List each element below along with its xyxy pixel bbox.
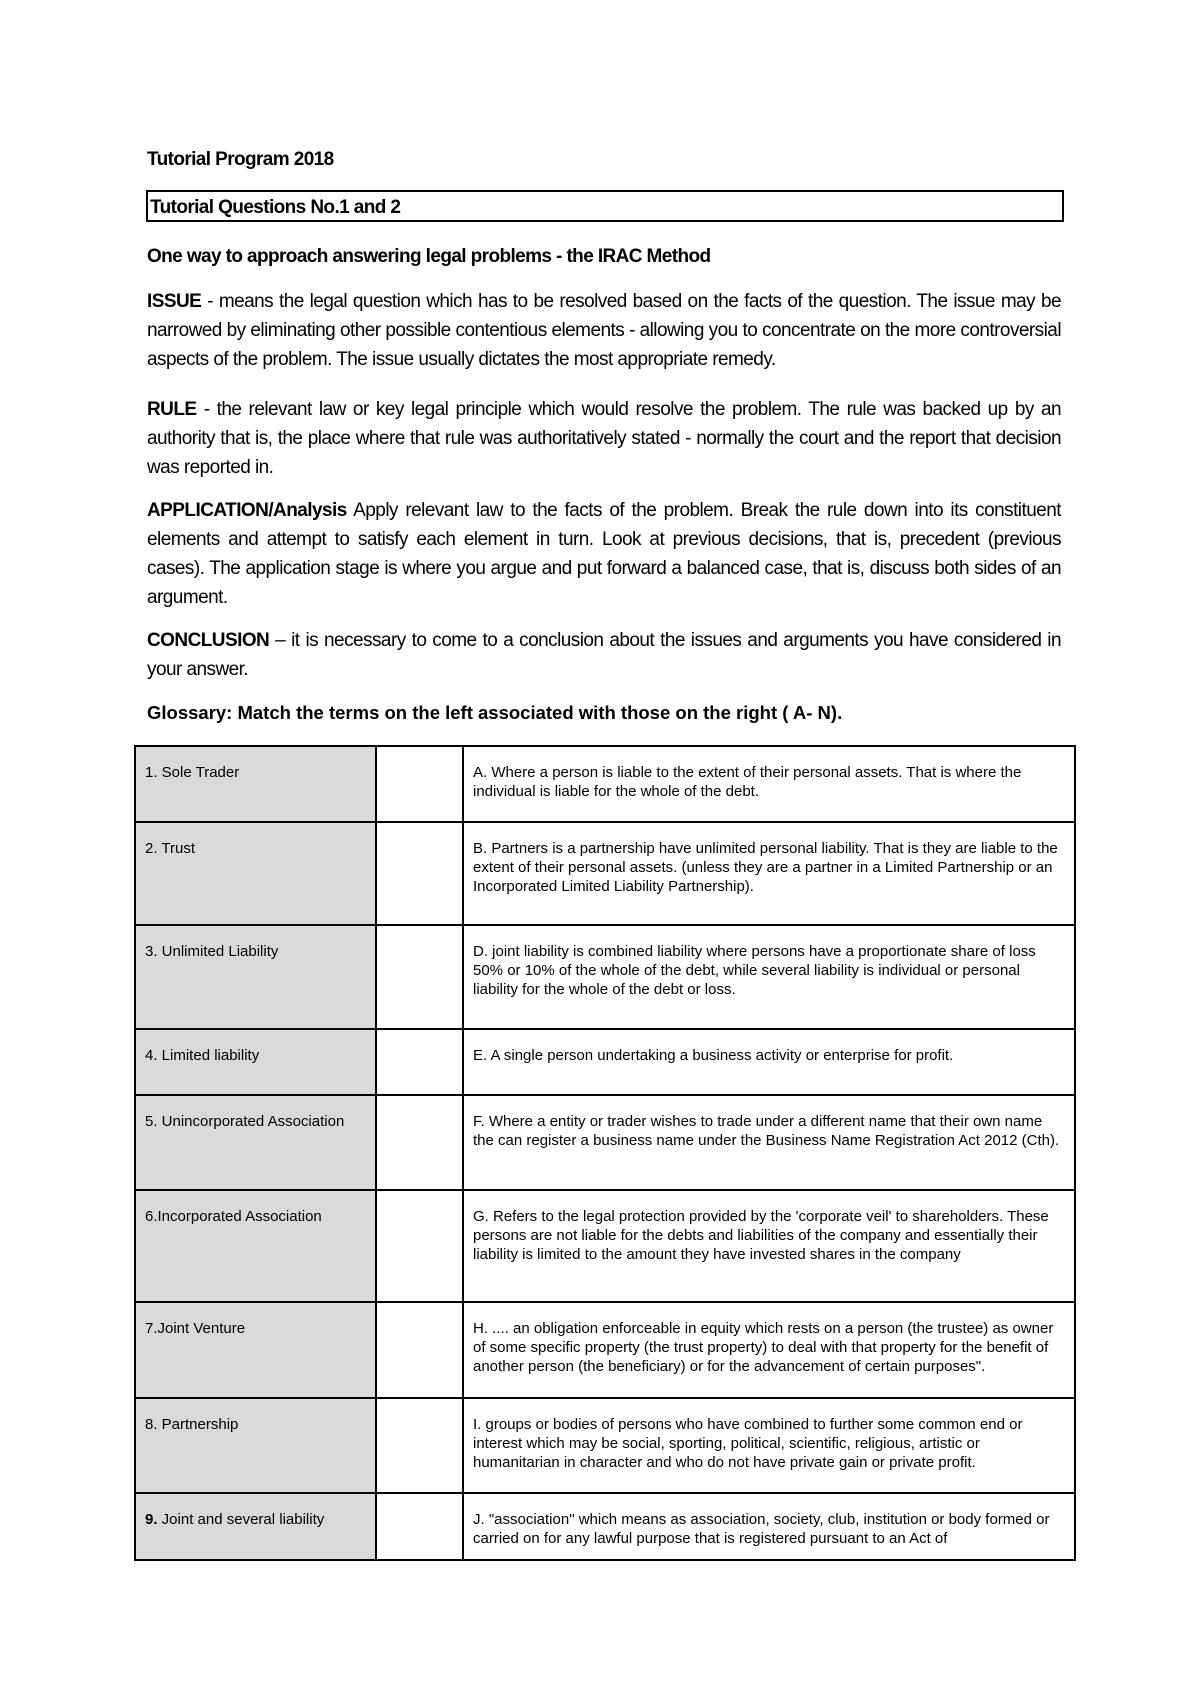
definition-cell: A. Where a person is liable to the extent of their personal assets. That is where the individual is liable for the whole of the debt. xyxy=(463,746,1075,822)
table-row xyxy=(135,1095,1075,1190)
application-label: APPLICATION/Analysis xyxy=(147,500,347,521)
table-row xyxy=(135,1302,1075,1398)
rule-text: - the relevant law or key legal principle which would resolve the problem. The rule was backed up by an authority that is, the place where that rule was authoritatively stated - normally the court and the report that decision was reported in. xyxy=(147,399,1061,478)
document-title: Tutorial Program 2018 xyxy=(147,149,334,170)
tutorial-heading: Tutorial Questions No.1 and 2 xyxy=(150,197,401,218)
term-cell: 4. Limited liability xyxy=(135,1029,376,1095)
answer-cell[interactable] xyxy=(376,1095,463,1190)
term-cell: 7.Joint Venture xyxy=(135,1302,376,1398)
application-text: Apply relevant law to the facts of the problem. Break the rule down into its constituent elements and attempt to satisfy each element in turn. Look at previous decisions, that is, precedent (previous cases). The application stage is where you argue and put forward a balanced case, that is, discuss both sides of an argument. xyxy=(147,500,1061,608)
answer-cell[interactable] xyxy=(376,822,463,925)
answer-cell[interactable] xyxy=(376,746,463,822)
rule-label: RULE xyxy=(147,399,197,420)
irac-subheading: One way to approach answering legal problems - the IRAC Method xyxy=(147,246,711,267)
table-row xyxy=(135,1398,1075,1493)
definition-cell: F. Where a entity or trader wishes to trade under a different name that their own name the can register a business name under the Business Name Registration Act 2012 (Cth). xyxy=(463,1095,1075,1190)
definition-cell: E. A single person undertaking a business activity or enterprise for profit. xyxy=(463,1029,1075,1095)
conclusion-text: – it is necessary to come to a conclusion about the issues and arguments you have considered in your answer. xyxy=(147,630,1061,680)
rule-paragraph xyxy=(147,395,1061,482)
definition-cell: I. groups or bodies of persons who have combined to further some common end or interest which may be social, sporting, political, scientific, religious, artistic or humanitarian in character and who do not have private gain or private profit. xyxy=(463,1398,1075,1493)
table-row xyxy=(135,1029,1075,1095)
table-row xyxy=(135,822,1075,925)
definition-cell: H. .... an obligation enforceable in equity which rests on a person (the trustee) as owner of some specific property (the trust property) to deal with that property for the benefit of another person (the beneficiary) or for the advancement of certain purposes". xyxy=(463,1302,1075,1398)
glossary-prompt: Glossary: Match the terms on the left associated with those on the right ( A- N). xyxy=(147,702,843,723)
answer-cell[interactable] xyxy=(376,1302,463,1398)
term-cell: 8. Partnership xyxy=(135,1398,376,1493)
definition-cell: B. Partners is a partnership have unlimited personal liability. That is they are liable to the extent of their personal assets. (unless they are a partner in a Limited Partnership or an Incorporated Limited Liability Partnership). xyxy=(463,822,1075,925)
term-cell: 3. Unlimited Liability xyxy=(135,925,376,1029)
conclusion-label: CONCLUSION xyxy=(147,630,270,651)
issue-label: ISSUE xyxy=(147,291,202,312)
answer-cell[interactable] xyxy=(376,1029,463,1095)
answer-cell[interactable] xyxy=(376,1398,463,1493)
answer-cell[interactable] xyxy=(376,1493,463,1560)
term-cell: 5. Unincorporated Association xyxy=(135,1095,376,1190)
answer-cell[interactable] xyxy=(376,925,463,1029)
table-row xyxy=(135,1493,1075,1560)
term-cell: 9. Joint and several liability xyxy=(135,1493,376,1560)
term-cell: 2. Trust xyxy=(135,822,376,925)
term-cell: 1. Sole Trader xyxy=(135,746,376,822)
table-row xyxy=(135,746,1075,822)
conclusion-paragraph xyxy=(147,626,1061,684)
issue-paragraph xyxy=(147,287,1061,374)
definition-cell: J. "association" which means as association, society, club, institution or body formed or carried on for any lawful purpose that is registered pursuant to an Act of xyxy=(463,1493,1075,1560)
definition-cell: G. Refers to the legal protection provided by the 'corporate veil' to shareholders. These persons are not liable for the debts and liabilities of the company and essentially their liability is limited to the amount they have invested shares in the company xyxy=(463,1190,1075,1302)
table-row xyxy=(135,1190,1075,1302)
glossary-table xyxy=(134,745,1076,1561)
definition-cell: D. joint liability is combined liability where persons have a proportionate share of loss 50% or 10% of the whole of the debt, while several liability is individual or personal liability for the whole of the debt or loss. xyxy=(463,925,1075,1029)
answer-cell[interactable] xyxy=(376,1190,463,1302)
tutorial-heading-box xyxy=(146,190,1064,222)
table-row xyxy=(135,925,1075,1029)
term-cell: 6.Incorporated Association xyxy=(135,1190,376,1302)
issue-text: - means the legal question which has to be resolved based on the facts of the question. The issue may be narrowed by eliminating other possible contentious elements - allowing you to concentrate on the more controversial aspects of the problem. The issue usually dictates the most appropriate remedy. xyxy=(147,291,1061,370)
application-paragraph xyxy=(147,496,1061,612)
